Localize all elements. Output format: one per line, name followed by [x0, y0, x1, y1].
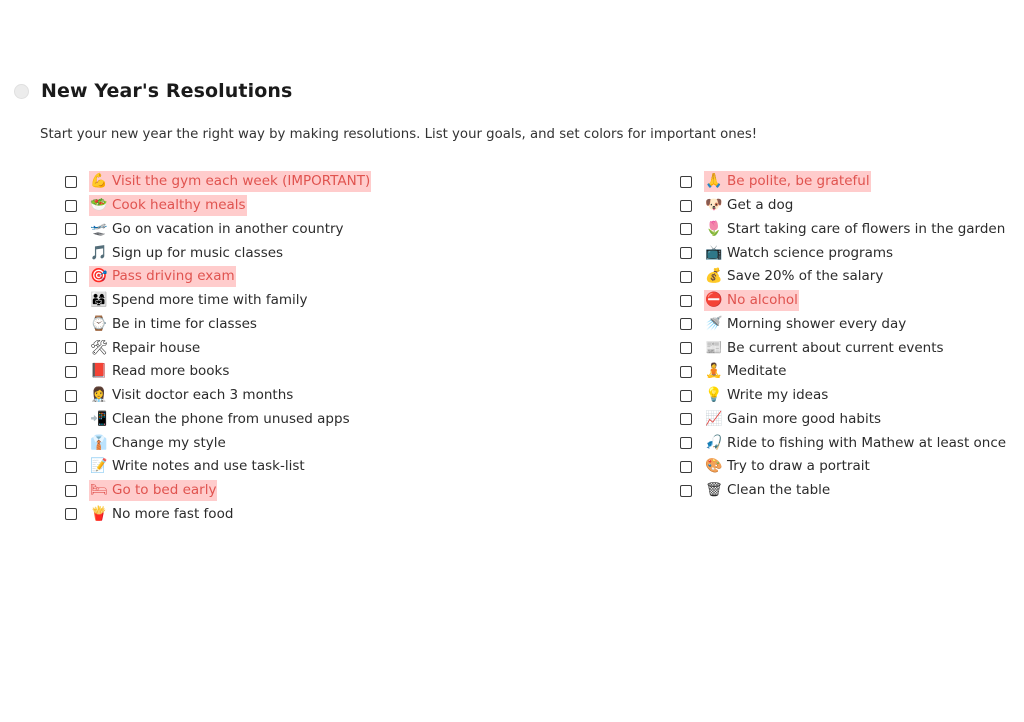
todo-emoji-icon: 📲	[90, 410, 108, 427]
todo-emoji-icon: 💰	[705, 268, 723, 285]
todo-checkbox[interactable]	[65, 413, 77, 425]
todo-checkbox[interactable]	[65, 176, 77, 188]
todo-label: Be in time for classes	[112, 315, 257, 332]
todo-item	[65, 503, 371, 527]
todo-checkbox[interactable]	[680, 461, 692, 473]
todo-text[interactable]	[704, 480, 831, 501]
todo-label: Save 20% of the salary	[727, 268, 884, 285]
todo-checkbox[interactable]	[680, 390, 692, 402]
todo-checkbox[interactable]	[680, 437, 692, 449]
todo-emoji-icon: 📝	[90, 458, 108, 475]
todo-text[interactable]	[89, 171, 371, 192]
todo-label: No alcohol	[727, 292, 798, 309]
todo-checkbox[interactable]	[65, 508, 77, 520]
todo-emoji-icon: 👩‍⚕️	[90, 387, 108, 404]
todo-emoji-icon: 🌷	[705, 220, 723, 237]
todo-item	[65, 265, 371, 289]
todo-text[interactable]	[704, 433, 1007, 454]
todo-text[interactable]	[89, 195, 247, 216]
todo-emoji-icon: 🎨	[705, 458, 723, 475]
todo-label: Sign up for music classes	[112, 244, 284, 261]
todo-item	[680, 218, 1007, 242]
todo-label: Write my ideas	[727, 387, 829, 404]
todo-item	[65, 313, 371, 337]
todo-checkbox[interactable]	[65, 366, 77, 378]
todo-label: Go on vacation in another country	[112, 220, 344, 237]
todo-checkbox[interactable]	[65, 342, 77, 354]
todo-text[interactable]	[89, 219, 345, 240]
todo-item	[680, 384, 1007, 408]
todo-item	[680, 408, 1007, 432]
todo-label: Meditate	[727, 363, 787, 380]
todo-checkbox[interactable]	[65, 200, 77, 212]
todo-item	[680, 455, 1007, 479]
todo-item	[65, 241, 371, 265]
todo-text[interactable]	[89, 314, 258, 335]
todo-checkbox[interactable]	[65, 271, 77, 283]
todo-text[interactable]	[89, 504, 234, 525]
todo-item	[65, 360, 371, 384]
todo-emoji-icon: 🗑	[705, 482, 723, 499]
todo-item	[680, 194, 1007, 218]
todo-item	[680, 241, 1007, 265]
todo-item	[680, 289, 1007, 313]
todo-emoji-icon: 🎯	[90, 268, 108, 285]
todo-checkbox[interactable]	[65, 390, 77, 402]
todo-item	[65, 384, 371, 408]
todo-checkbox[interactable]	[680, 413, 692, 425]
todo-label: Be polite, be grateful	[727, 173, 870, 190]
todo-label: Start taking care of flowers in the garden	[727, 220, 1006, 237]
todo-label: Go to bed early	[112, 482, 217, 499]
todo-text[interactable]	[704, 409, 882, 430]
todo-checkbox[interactable]	[65, 461, 77, 473]
todo-label: No more fast food	[112, 505, 234, 522]
todo-emoji-icon: 🛏	[90, 482, 108, 499]
todo-item	[680, 170, 1007, 194]
todo-label: Ride to fishing with Mathew at least once	[727, 434, 1007, 451]
todo-emoji-icon: 🎣	[705, 434, 723, 451]
todo-text[interactable]	[704, 219, 1006, 240]
todo-label: Morning shower every day	[727, 315, 907, 332]
todo-item	[680, 336, 1007, 360]
todo-text[interactable]	[89, 433, 227, 454]
todo-emoji-icon: ⌚	[90, 315, 108, 332]
todo-checkbox[interactable]	[680, 247, 692, 259]
todo-label: Clean the table	[727, 482, 831, 499]
page-status-radio[interactable]	[14, 84, 29, 99]
todo-item	[65, 455, 371, 479]
todo-item	[65, 336, 371, 360]
todo-text[interactable]	[704, 243, 894, 264]
todo-emoji-icon: 📰	[705, 339, 723, 356]
page-header	[14, 80, 292, 102]
todo-checkbox[interactable]	[680, 318, 692, 330]
todo-emoji-icon: 🎵	[90, 244, 108, 261]
todo-text[interactable]	[704, 361, 787, 382]
todo-emoji-icon: 🛫	[90, 220, 108, 237]
todo-label: Read more books	[112, 363, 230, 380]
page-description: Start your new year the right way by making resolutions. List your goals, and set colors for important ones!	[40, 127, 758, 142]
todo-text[interactable]	[704, 338, 945, 359]
todo-checkbox[interactable]	[65, 247, 77, 259]
todo-item	[680, 313, 1007, 337]
todo-text[interactable]	[89, 243, 284, 264]
todo-item	[680, 265, 1007, 289]
todo-emoji-icon: 🍟	[90, 505, 108, 522]
todo-emoji-icon: 🐶	[705, 197, 723, 214]
todo-emoji-icon: 🧘	[705, 363, 723, 380]
todo-emoji-icon: 💪	[90, 173, 108, 190]
todo-text[interactable]	[704, 171, 871, 192]
todo-item	[65, 289, 371, 313]
todo-emoji-icon: 📺	[705, 244, 723, 261]
todo-emoji-icon: 📕	[90, 363, 108, 380]
todo-text[interactable]	[704, 314, 907, 335]
todo-emoji-icon: 🙏	[705, 173, 723, 190]
todo-emoji-icon: 👨‍👩‍👧	[90, 292, 108, 309]
todo-checkbox[interactable]	[680, 271, 692, 283]
todo-checkbox[interactable]	[680, 223, 692, 235]
todo-checkbox[interactable]	[680, 485, 692, 497]
todo-checkbox[interactable]	[680, 200, 692, 212]
todo-label: Visit doctor each 3 months	[112, 387, 294, 404]
todo-emoji-icon: 📈	[705, 410, 723, 427]
todo-item	[65, 218, 371, 242]
todo-text[interactable]	[89, 361, 230, 382]
todo-item	[65, 408, 371, 432]
todo-label: Visit the gym each week (IMPORTANT)	[112, 173, 371, 190]
todo-checkbox[interactable]	[680, 295, 692, 307]
todo-item	[65, 479, 371, 503]
todo-checkbox[interactable]	[65, 223, 77, 235]
todo-item	[680, 431, 1007, 455]
todo-label: Write notes and use task-list	[112, 458, 305, 475]
todo-label: Pass driving exam	[112, 268, 235, 285]
todo-label: Watch science programs	[727, 244, 894, 261]
todo-checkbox[interactable]	[65, 437, 77, 449]
todo-item	[65, 170, 371, 194]
todo-emoji-icon: 💡	[705, 387, 723, 404]
todo-text[interactable]	[89, 290, 309, 311]
todo-item	[680, 479, 1007, 503]
todo-emoji-icon: ⛔	[705, 292, 723, 309]
todo-text[interactable]	[704, 385, 829, 406]
todo-label: Spend more time with family	[112, 292, 308, 309]
todo-text[interactable]	[89, 409, 351, 430]
todo-label: Gain more good habits	[727, 410, 882, 427]
resolutions-list-right	[680, 170, 1007, 503]
todo-label: Get a dog	[727, 197, 794, 214]
todo-checkbox[interactable]	[680, 366, 692, 378]
todo-text[interactable]	[704, 266, 884, 287]
todo-item	[65, 194, 371, 218]
todo-checkbox[interactable]	[65, 485, 77, 497]
todo-label: Clean the phone from unused apps	[112, 410, 350, 427]
todo-emoji-icon: 🛠	[90, 339, 108, 356]
todo-text[interactable]	[89, 456, 306, 477]
todo-checkbox[interactable]	[65, 318, 77, 330]
todo-label: Try to draw a portrait	[727, 458, 870, 475]
page-title: New Year's Resolutions	[41, 80, 293, 102]
todo-checkbox[interactable]	[65, 295, 77, 307]
todo-item	[65, 431, 371, 455]
todo-text[interactable]	[89, 338, 201, 359]
todo-emoji-icon: 🚿	[705, 315, 723, 332]
todo-item	[680, 360, 1007, 384]
todo-text[interactable]	[704, 456, 871, 477]
todo-checkbox[interactable]	[680, 176, 692, 188]
todo-text[interactable]	[89, 385, 294, 406]
todo-text[interactable]	[89, 266, 236, 287]
todo-label: Be current about current events	[727, 339, 944, 356]
todo-text[interactable]	[704, 195, 794, 216]
todo-label: Change my style	[112, 434, 226, 451]
todo-checkbox[interactable]	[680, 342, 692, 354]
todo-emoji-icon: 👔	[90, 434, 108, 451]
todo-emoji-icon: 🥗	[90, 197, 108, 214]
resolutions-list-left	[65, 170, 371, 526]
todo-label: Cook healthy meals	[112, 197, 246, 214]
todo-text[interactable]	[704, 290, 799, 311]
todo-text[interactable]	[89, 480, 217, 501]
todo-label: Repair house	[112, 339, 201, 356]
